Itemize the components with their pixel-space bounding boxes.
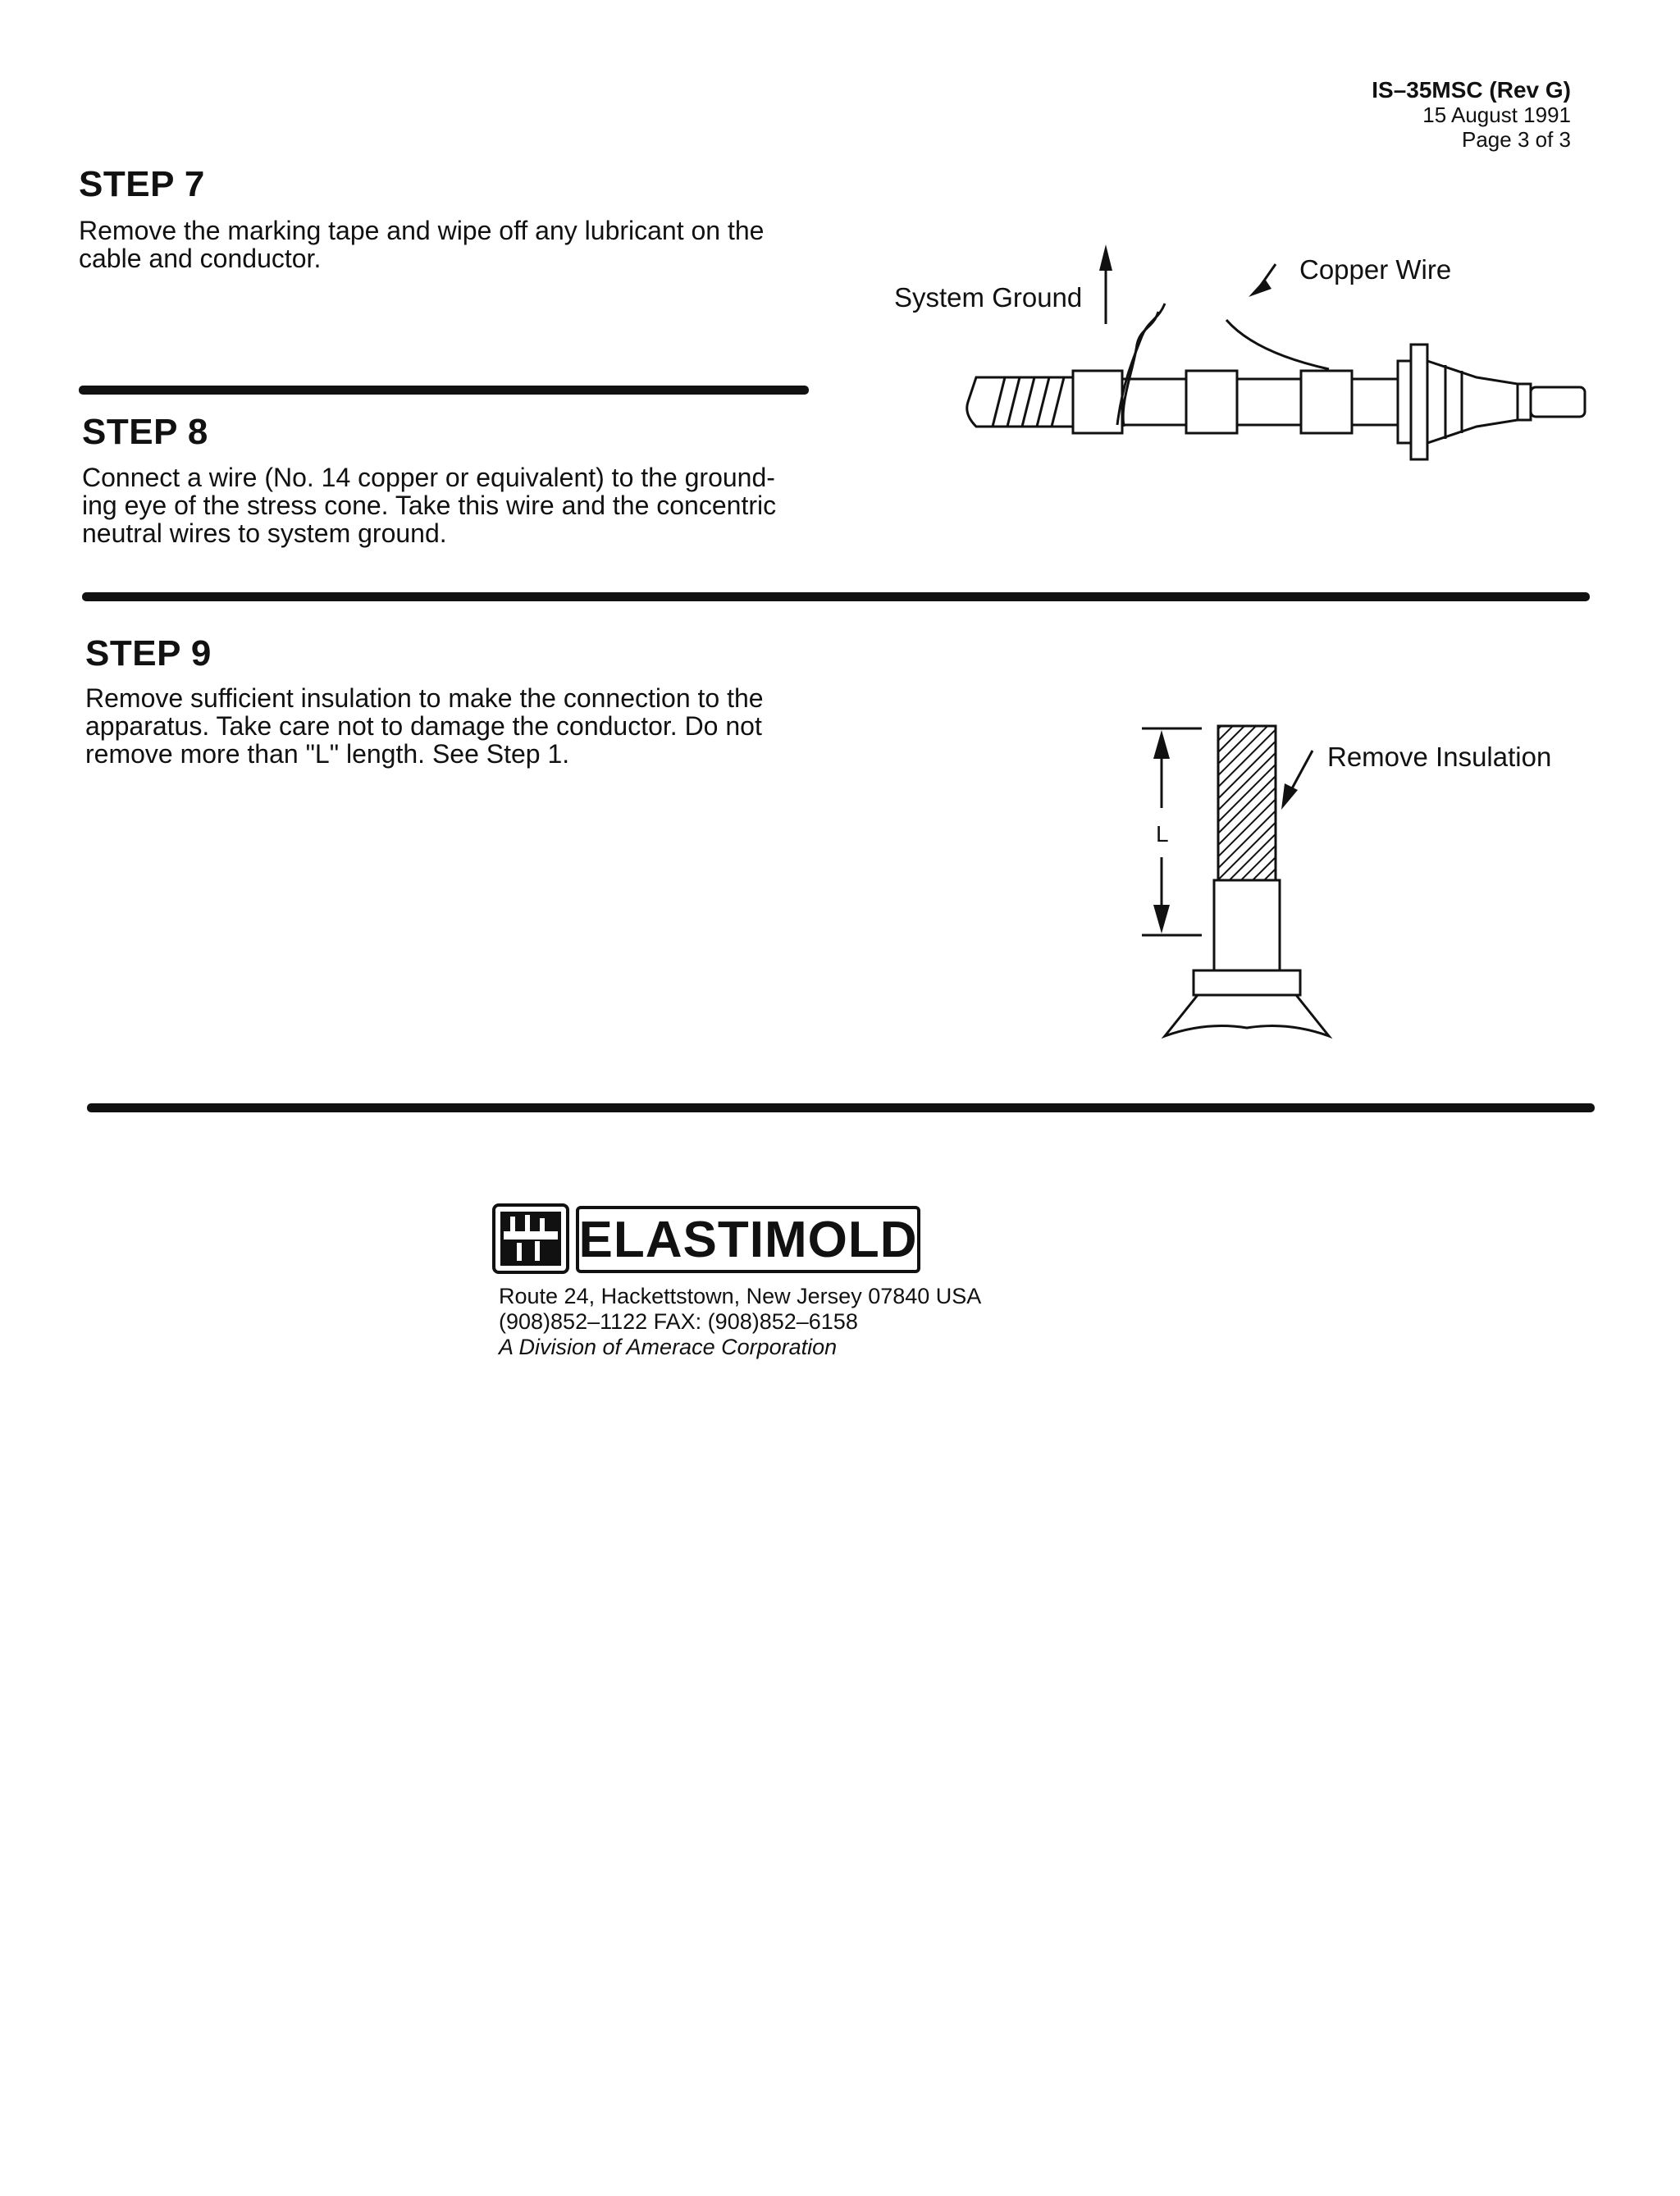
brand-name: ELASTIMOLD <box>578 1211 918 1268</box>
insulation-section <box>1352 379 1398 425</box>
arrow-head-icon <box>1099 244 1112 271</box>
page-number: Page 3 of 3 <box>1462 127 1571 152</box>
stress-cone-flange <box>1411 345 1427 459</box>
brand-logo <box>576 1206 920 1273</box>
conductor-collar <box>1518 384 1531 420</box>
remove-insulation-arrow <box>1291 751 1312 790</box>
conductor-end <box>1531 387 1585 417</box>
step-7-line-2: cable and conductor. <box>79 244 322 273</box>
step-8-line-1: Connect a wire (No. 14 copper or equivalent) to the ground- <box>82 463 775 492</box>
arrow-head-icon <box>1281 783 1298 810</box>
stress-cone-top <box>1165 995 1329 1036</box>
step-9-line-1: Remove sufficient insulation to make the connection to the <box>85 683 764 713</box>
divider-rule <box>82 592 1590 601</box>
tape-section <box>1186 371 1237 433</box>
step-9-body <box>85 684 824 768</box>
document-header <box>1372 78 1571 152</box>
step-7-line-1: Remove the marking tape and wipe off any lubricant on the <box>79 216 765 245</box>
document-id: IS–35MSC (Rev G) <box>1372 77 1571 103</box>
company-phone-fax: (908)852–1122 FAX: (908)852–6158 <box>499 1309 858 1334</box>
arrow-head-icon <box>1249 279 1271 297</box>
step-9-line-3: remove more than "L" length. See Step 1. <box>85 739 570 769</box>
step-7-body <box>79 217 817 272</box>
company-address: Route 24, Hackettstown, New Jersey 07840 USA <box>499 1284 982 1308</box>
step-8-line-2: ing eye of the stress cone. Take this wire and the concentric <box>82 491 777 520</box>
document-date: 15 August 1991 <box>1422 103 1571 127</box>
cable-insulation <box>1214 880 1280 970</box>
arrow-up-icon <box>1153 730 1170 759</box>
tape-section <box>1301 371 1352 433</box>
stress-cone-body <box>1427 361 1518 443</box>
dimension-label: L <box>1156 821 1169 847</box>
step-9-title: STEP 9 <box>85 633 212 673</box>
divider-rule <box>79 386 809 395</box>
arrow-down-icon <box>1153 905 1170 934</box>
copper-wire-label: Copper Wire <box>1299 254 1452 285</box>
step-7-title: STEP 7 <box>79 164 205 204</box>
copper-wire <box>1226 320 1329 369</box>
exposed-conductor <box>1218 726 1276 880</box>
grounding-eye <box>1398 361 1411 443</box>
insulation-section <box>1237 379 1301 425</box>
insulation-section <box>1122 379 1186 425</box>
step-8-body <box>82 463 820 547</box>
divider-rule <box>87 1103 1595 1112</box>
company-division: A Division of Amerace Corporation <box>499 1335 838 1359</box>
elastimold-logo-icon <box>492 1203 569 1274</box>
system-ground-label: System Ground <box>894 282 1083 313</box>
remove-insulation-label: Remove Insulation <box>1327 742 1552 772</box>
stress-cone-collar <box>1194 970 1300 995</box>
step-8-title: STEP 8 <box>82 412 208 452</box>
step-9-line-2: apparatus. Take care not to damage the conductor. Do not <box>85 711 762 741</box>
step-8-line-3: neutral wires to system ground. <box>82 518 447 548</box>
cable-grounding-figure <box>943 238 1600 476</box>
company-address-block <box>499 1284 981 1360</box>
neutral-spiral <box>993 377 1064 427</box>
insulation-removal-figure <box>1124 718 1354 1062</box>
tape-section <box>1073 371 1122 433</box>
